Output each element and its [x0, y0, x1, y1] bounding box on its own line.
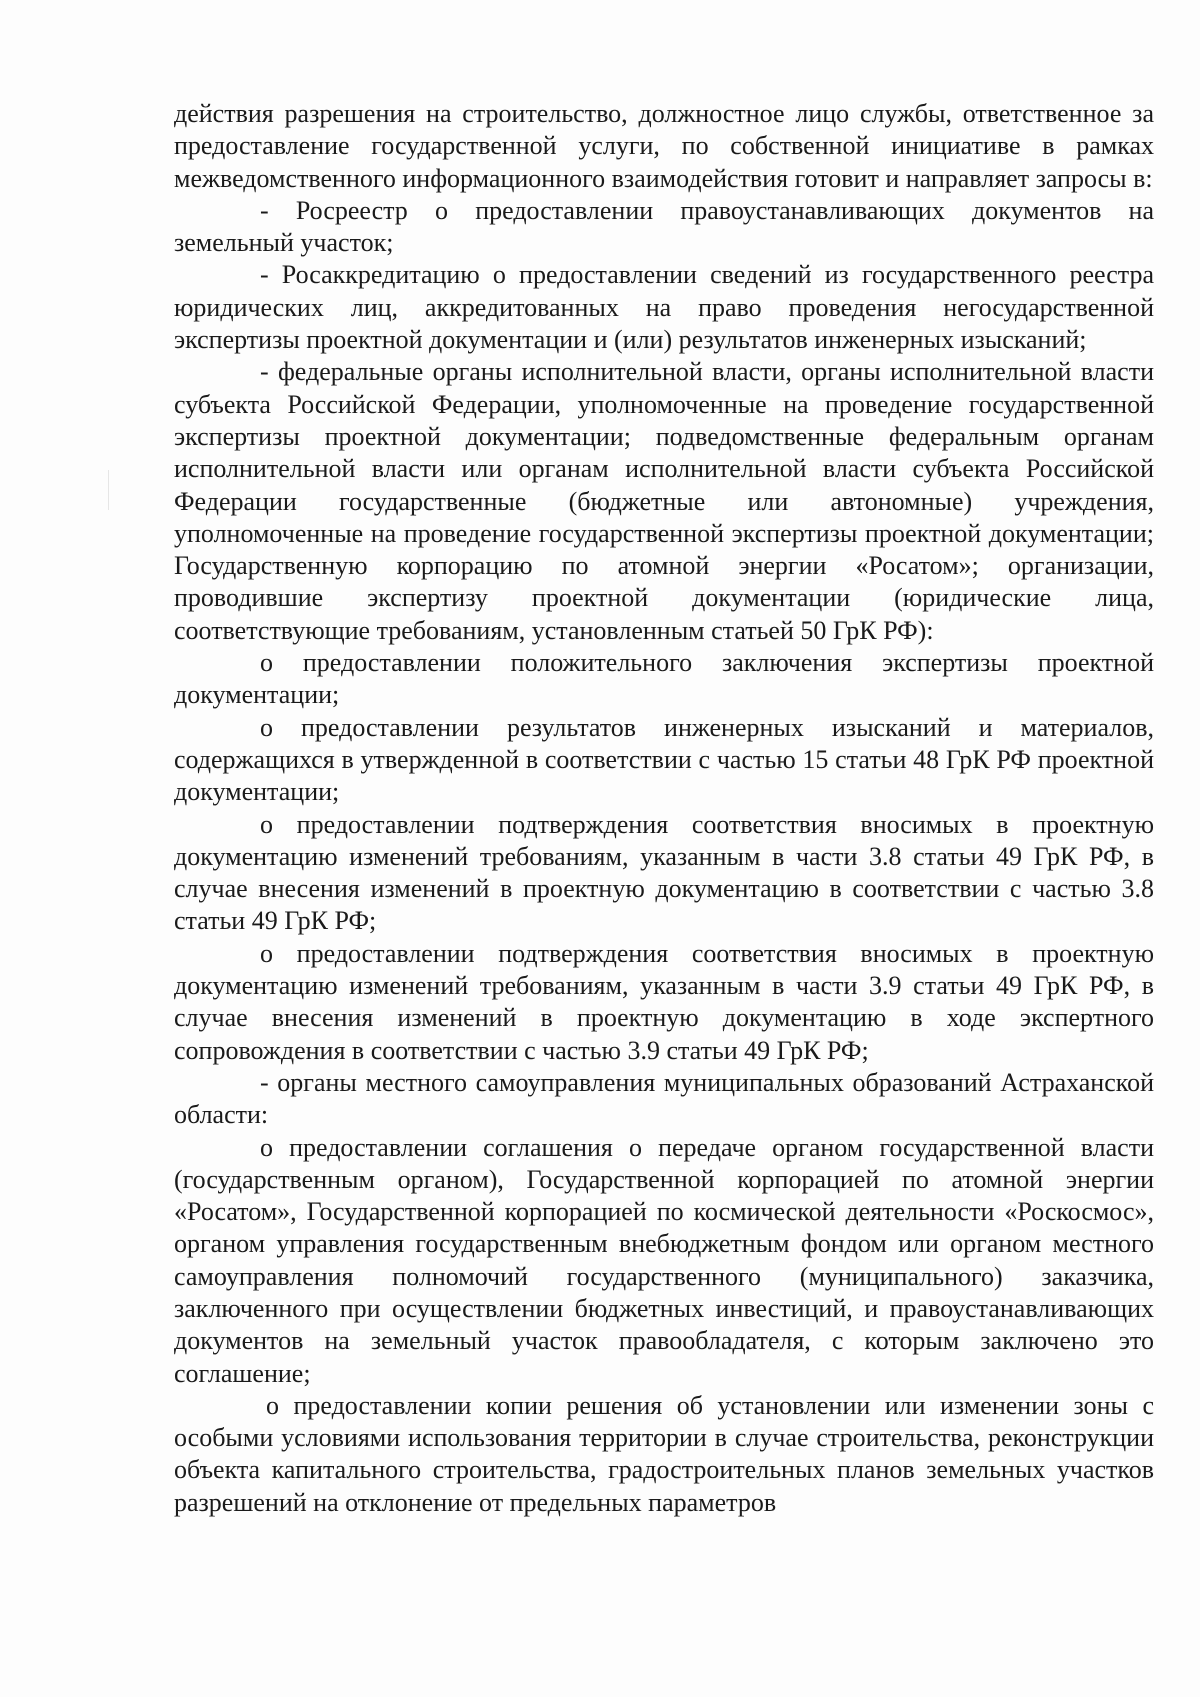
document-body [174, 98, 1154, 1519]
paragraph-expertise-conclusion: о предоставлении положительного заключения экспертизы проектной документации; [174, 648, 1154, 710]
paragraph-engineering-surveys: о предоставлении результатов инженерных изысканий и материалов, содержащихся в утвержденной в соответствии с частью 15 статьи 48 ГрК РФ проектной документации; [174, 712, 1154, 807]
paragraph-changes-3-9: о предоставлении подтверждения соответствия вносимых в проектную документацию изменений требованиям, указанным в части 3.9 статьи 49 ГрК РФ, в случае внесения изменений в проектную документацию в ходе экспертного сопровождения в соответствии с частью 3.9 статьи 49 ГрК РФ; [174, 938, 1154, 1065]
paragraph-rosreestr: - Росреестр о предоставлении правоустанавливающих документов на земельный участок; [174, 195, 1154, 258]
paragraph-zone-decision: о предоставлении копии решения об установлении или изменении зоны с особыми условиями использования территории в случае строительства, реконструкции объекта капитального строительства, градостроительных планов земельных участков разрешений на отклонение от предельных параметров [174, 1390, 1154, 1517]
paragraph-agreement: о предоставлении соглашения о передаче органом государственной власти (государственным органом), Государственной корпорацией по атомной энергии «Росатом», Государственной корпорацией по космической деятельности «Роскосмос», органом управления государственным внебюджетным фондом или органом местного самоуправления полномочий государственного (муниципального) заказчика, заключенного при осуществлении бюджетных инвестиций, и правоустанавливающих документов на земельный участок правообладателя, с которым заключено это соглашение; [174, 1132, 1154, 1388]
paragraph-changes-3-8: о предоставлении подтверждения соответствия вносимых в проектную документацию изменений требованиям, указанным в части 3.8 статьи 49 ГрК РФ, в случае внесения изменений в проектную документацию в соответствии с частью 3.8 статьи 49 ГрК РФ; [174, 809, 1154, 936]
paragraph-federal-organs: - федеральные органы исполнительной власти, органы исполнительной власти субъекта Российской Федерации, уполномоченные на проведение государственной экспертизы проектной документации; подведомственные федеральным органам исполнительной власти или органам исполнительной власти субъекта Российской Федерации государственные (бюджетные или автономные) учреждения, уполномоченные на проведение государственной экспертизы проектной документации; Государственную корпорацию по атомной энергии «Росатом»; организации, проводившие экспертизу проектной документации (юридические лица, соответствующие требованиям, установленным статьей 50 ГрК РФ): [174, 357, 1154, 645]
scan-margin-mark [108, 470, 109, 510]
paragraph-rosakkreditaciya: - Росаккредитацию о предоставлении сведений из государственного реестра юридических лиц, аккредитованных на право проведения негосударственной экспертизы проектной документации и (или) результатов инженерных изысканий; [174, 260, 1154, 355]
paragraph-local-government: - органы местного самоуправления муниципальных образований Астраханской области: [174, 1067, 1154, 1130]
paragraph-continuation: действия разрешения на строительство, должностное лицо службы, ответственное за предоставление государственной услуги, по собственной инициативе в рамках межведомственного информационного взаимодействия готовит и направляет запросы в: [174, 99, 1154, 193]
